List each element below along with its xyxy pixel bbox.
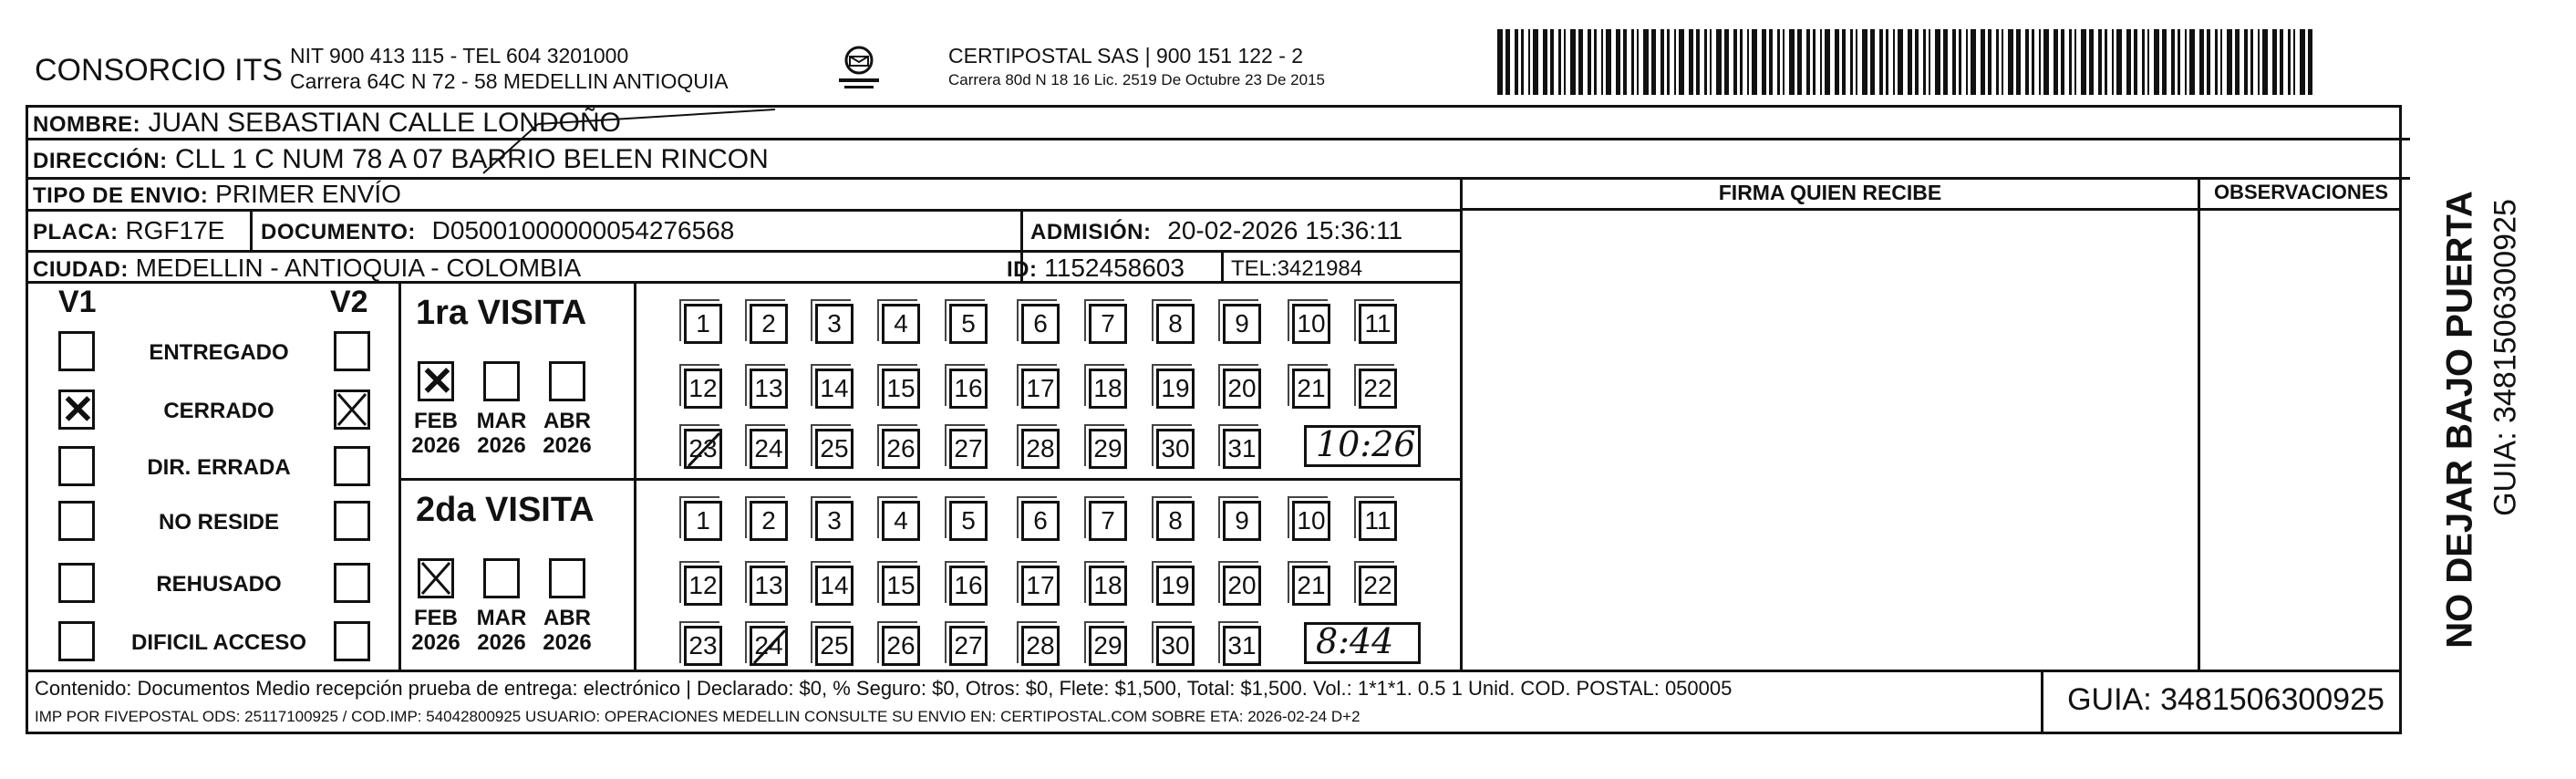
tipo-label: TIPO DE ENVIO:: [33, 183, 209, 208]
no-dejar-bajo-puerta: NO DEJAR BAJO PUERTA: [2439, 191, 2480, 649]
day-box[interactable]: 21: [1292, 566, 1330, 606]
day-box[interactable]: 11: [1359, 501, 1397, 541]
company-name: CONSORCIO ITS: [35, 53, 284, 88]
day-box[interactable]: 2: [750, 501, 788, 541]
barcode-bar: [1606, 29, 1611, 95]
status-label: REHUSADO: [156, 572, 282, 597]
barcode-bar: [1533, 29, 1538, 95]
day-box[interactable]: 26: [882, 429, 920, 469]
day-box[interactable]: 5: [949, 501, 988, 541]
barcode-bar: [1769, 29, 1773, 95]
barcode-bar: [1637, 29, 1639, 95]
day-box[interactable]: 4: [882, 501, 920, 541]
direccion-label: DIRECCIÓN:: [33, 149, 168, 173]
check-mark-icon: ✕: [61, 388, 95, 432]
barcode-bar: [2126, 29, 2131, 95]
certipostal-line-2: Carrera 80d N 18 16 Lic. 2519 De Octubre 23 De 2015: [948, 71, 1325, 88]
visit-title: 1ra VISITA: [416, 294, 587, 332]
day-box[interactable]: 10: [1292, 501, 1330, 541]
day-box[interactable]: 30: [1156, 626, 1195, 666]
v2-checkbox[interactable]: [334, 331, 370, 371]
barcode-bar: [2147, 29, 2149, 95]
barcode-bar: [1733, 29, 1737, 95]
day-box[interactable]: 23: [684, 626, 722, 666]
barcode-bar: [1797, 29, 1802, 95]
barcode-bar: [1588, 29, 1591, 95]
barcode-bar: [1825, 29, 1830, 95]
tipo-row: [33, 180, 401, 209]
v2-header: V2: [330, 285, 368, 319]
barcode-bar: [1660, 29, 1664, 95]
day-box[interactable]: 15: [882, 566, 920, 606]
month-checkbox[interactable]: [549, 558, 585, 598]
status-label: NO RESIDE: [158, 510, 280, 535]
barcode-bar: [2061, 29, 2064, 95]
barcode-bar: [2081, 29, 2086, 95]
barcode-bar: [1988, 29, 1991, 95]
month-label: ABR 2026: [543, 606, 592, 655]
month-label: FEB 2026: [411, 606, 460, 655]
day-box[interactable]: 29: [1089, 626, 1127, 666]
day-box[interactable]: 9: [1223, 501, 1261, 541]
day-box[interactable]: 12: [684, 566, 722, 606]
barcode-bar: [2272, 29, 2277, 95]
barcode-bar: [1616, 29, 1620, 95]
day-box[interactable]: 30: [1156, 429, 1195, 469]
v2-checkbox[interactable]: [334, 563, 370, 603]
v1-checkbox[interactable]: [58, 563, 95, 603]
tel-cell: [1231, 256, 1362, 282]
day-box[interactable]: 28: [1021, 429, 1060, 469]
admision-value: 20-02-2026 15:36:11: [1167, 216, 1403, 244]
day-box[interactable]: 1: [684, 501, 722, 541]
day-box[interactable]: 27: [949, 429, 988, 469]
v1-checkbox[interactable]: [58, 446, 95, 486]
v1-checkbox[interactable]: [58, 621, 95, 661]
barcode-bar: [2002, 29, 2003, 95]
certipostal-logo: [832, 42, 886, 97]
day-box[interactable]: 13: [750, 369, 788, 409]
month-checkbox[interactable]: [483, 558, 520, 598]
day-box[interactable]: 17: [1021, 369, 1060, 409]
direccion-value: CLL 1 C NUM 78 A 07 BARRIO BELEN RINCON: [175, 144, 769, 174]
side-guia: GUIA: 3481506300925: [2488, 199, 2523, 516]
barcode-bar: [1952, 29, 1956, 95]
firma-header: FIRMA QUIEN RECIBE: [1718, 181, 1942, 204]
barcode-bar: [1716, 29, 1722, 95]
barcode-bar: [1777, 29, 1780, 95]
barcode-bar: [2215, 29, 2218, 95]
barcode-bar: [1724, 29, 1729, 95]
barcode-bar: [2185, 29, 2187, 95]
barcode-bar: [1643, 29, 1649, 95]
barcode-bar: [2116, 29, 2122, 95]
barcode-bar: [1623, 29, 1627, 95]
v2-checkbox[interactable]: [334, 390, 370, 430]
barcode-bar: [1806, 29, 1810, 95]
barcode-bar: [2227, 29, 2232, 95]
day-box[interactable]: 16: [949, 369, 988, 409]
barcode-bar: [2300, 29, 2305, 95]
barcode-bar: [1550, 29, 1554, 95]
day-strike-icon: [752, 628, 787, 665]
barcode-bar: [1578, 29, 1583, 95]
barcode-bar: [1981, 29, 1985, 95]
barcode-bar: [1908, 29, 1912, 95]
v1-checkbox[interactable]: [58, 390, 95, 430]
month-checkbox[interactable]: [483, 361, 520, 401]
barcode-bar: [1971, 29, 1976, 95]
day-box[interactable]: 4: [882, 304, 920, 344]
documento-value: D05001000000054276568: [431, 216, 735, 244]
admision-label: ADMISIÓN:: [1030, 220, 1152, 244]
nit-line: NIT 900 413 115 - TEL 604 3201000: [290, 44, 629, 68]
barcode-bar: [2199, 29, 2204, 95]
barcode-bar: [2039, 29, 2041, 95]
barcode-bar: [1704, 29, 1707, 95]
v1-header: V1: [58, 285, 97, 319]
observaciones-area[interactable]: [2202, 212, 2401, 668]
barcode-bar: [1740, 29, 1743, 95]
check-mark-icon: ✕: [420, 359, 454, 404]
barcode-bar: [2220, 29, 2222, 95]
barcode-bar: [1558, 29, 1561, 95]
barcode-bar: [1752, 29, 1757, 95]
barcode-bar: [1679, 29, 1684, 95]
day-box[interactable]: 23: [684, 429, 722, 469]
barcode-bar: [2054, 29, 2058, 95]
month-label: FEB 2026: [411, 409, 460, 458]
tel-value: 3421984: [1277, 256, 1363, 281]
barcode-bar: [1528, 29, 1530, 95]
barcode-bar: [1601, 29, 1603, 95]
barcode-bar: [2258, 29, 2260, 95]
barcode-bar: [1966, 29, 1968, 95]
barcode-bar: [1696, 29, 1700, 95]
barcode-bar: [1515, 29, 1518, 95]
barcode: [1495, 29, 2316, 95]
v2-checkbox[interactable]: [334, 501, 370, 541]
day-box[interactable]: 29: [1089, 429, 1127, 469]
placa-label: PLACA:: [33, 220, 119, 244]
ciudad-label: CIUDAD:: [33, 257, 129, 282]
barcode-bar: [2008, 29, 2013, 95]
admision-cell: [1030, 216, 1402, 245]
day-box[interactable]: 8: [1156, 304, 1195, 344]
barcode-bar: [2069, 29, 2072, 95]
day-box[interactable]: 15: [882, 369, 920, 409]
day-box[interactable]: 25: [815, 626, 853, 666]
barcode-bar: [2043, 29, 2049, 95]
day-box[interactable]: 24: [750, 626, 788, 666]
visit-title: 2da VISITA: [416, 491, 595, 529]
barcode-bar: [2189, 29, 2195, 95]
month-checkbox[interactable]: [549, 361, 585, 401]
day-box[interactable]: 7: [1089, 304, 1127, 344]
status-label: DIFICIL ACCESO: [130, 630, 306, 655]
month-checkbox[interactable]: [418, 359, 454, 404]
ciudad-value: MEDELLIN - ANTIOQUIA - COLOMBIA: [135, 254, 582, 282]
barcode-bar: [2178, 29, 2180, 95]
tel-label: TEL:: [1231, 256, 1278, 281]
v1-checkbox[interactable]: [58, 501, 95, 541]
day-box[interactable]: 25: [815, 429, 853, 469]
day-box[interactable]: 22: [1359, 566, 1397, 606]
barcode-bar: [1943, 29, 1948, 95]
barcode-bar: [2293, 29, 2295, 95]
nombre-value: JUAN SEBASTIAN CALLE LONDOÑO: [148, 108, 621, 138]
contenido-line: Contenido: Documentos Medio recepción prueba de entrega: electrónico | Declarado: $0, % Seguro: $0, Otros: $0, Flete: $1,500, Total: $1,500. Vol.: 1*1*1. 0.5 1 Unid. COD. POSTAL: 050005: [35, 677, 1733, 700]
id-value: 1152458603: [1044, 254, 1185, 282]
barcode-bar: [1842, 29, 1846, 95]
day-box[interactable]: 5: [949, 304, 988, 344]
barcode-bar: [1564, 29, 1566, 95]
documento-cell: [261, 216, 734, 245]
status-label: CERRADO: [163, 399, 274, 423]
status-label: ENTREGADO: [149, 340, 289, 365]
barcode-bar: [1651, 29, 1656, 95]
barcode-bar: [1923, 29, 1926, 95]
day-box[interactable]: 17: [1021, 566, 1060, 606]
barcode-bar: [1850, 29, 1853, 95]
barcode-bar: [1915, 29, 1919, 95]
barcode-bar: [1879, 29, 1883, 95]
handwritten-time-box: [1304, 425, 1421, 467]
v1-checkbox[interactable]: [58, 331, 95, 371]
day-box[interactable]: 31: [1223, 429, 1261, 469]
placa-value: RGF17E: [125, 216, 225, 244]
barcode-bar: [2235, 29, 2240, 95]
barcode-bar: [2262, 29, 2268, 95]
barcode-bar: [2025, 29, 2029, 95]
day-box[interactable]: 27: [949, 626, 988, 666]
imp-line: IMP POR FIVEPOSTAL ODS: 25117100925 / COD.IMP: 54042800925 USUARIO: OPERACIONES MEDELLIN CONSULTE SU ENVIO EN: CERTIPOSTAL.COM SOBRE ETA: 2026-02-24 D+2: [35, 708, 1360, 725]
barcode-bar: [1710, 29, 1712, 95]
day-box[interactable]: 18: [1089, 369, 1127, 409]
tipo-value: PRIMER ENVÍO: [215, 180, 401, 208]
barcode-bar: [1856, 29, 1857, 95]
handwritten-time-box: [1304, 622, 1421, 664]
firma-area[interactable]: [1464, 212, 2196, 668]
barcode-bar: [1689, 29, 1693, 95]
day-box[interactable]: 24: [750, 429, 788, 469]
day-box[interactable]: 6: [1021, 304, 1060, 344]
barcode-bar: [2074, 29, 2076, 95]
barcode-bar: [2112, 29, 2114, 95]
observaciones-header: OBSERVACIONES: [2213, 181, 2389, 203]
barcode-bar: [2105, 29, 2107, 95]
ciudad-cell: [33, 254, 581, 283]
barcode-bar: [1870, 29, 1875, 95]
day-box[interactable]: 16: [949, 566, 988, 606]
check-mark-icon: [420, 561, 451, 596]
day-box[interactable]: 21: [1292, 369, 1330, 409]
barcode-bar: [2280, 29, 2283, 95]
barcode-bar: [2288, 29, 2291, 95]
day-box[interactable]: 2: [750, 304, 788, 344]
barcode-bar: [2207, 29, 2210, 95]
day-box[interactable]: 14: [815, 566, 853, 606]
day-box[interactable]: 20: [1223, 369, 1261, 409]
day-box[interactable]: 12: [684, 369, 722, 409]
day-box[interactable]: 7: [1089, 501, 1127, 541]
v2-checkbox[interactable]: [334, 621, 370, 661]
day-box[interactable]: 9: [1223, 304, 1261, 344]
barcode-bar: [2171, 29, 2175, 95]
barcode-bar: [1747, 29, 1749, 95]
envelope-logo-icon: [832, 42, 886, 97]
barcode-bar: [1762, 29, 1766, 95]
month-label: MAR 2026: [476, 606, 527, 655]
barcode-bar: [1783, 29, 1785, 95]
day-box[interactable]: 10: [1292, 304, 1330, 344]
barcode-bar: [1631, 29, 1634, 95]
day-box[interactable]: 11: [1359, 304, 1397, 344]
barcode-bar: [2134, 29, 2137, 95]
barcode-bar: [2308, 29, 2312, 95]
id-cell: [1007, 254, 1185, 283]
barcode-bar: [1505, 29, 1510, 95]
barcode-bar: [2032, 29, 2034, 95]
day-box[interactable]: 31: [1223, 626, 1261, 666]
barcode-bar: [2250, 29, 2253, 95]
month-checkbox[interactable]: [418, 558, 454, 598]
handwritten-time: 10:26: [1316, 424, 1416, 464]
barcode-bar: [2162, 29, 2167, 95]
barcode-bar: [1667, 29, 1670, 95]
day-strike-icon: [687, 431, 721, 468]
address-line: Carrera 64C N 72 - 58 MEDELLIN ANTIOQUIA: [290, 69, 729, 93]
barcode-bar: [2244, 29, 2248, 95]
barcode-bar: [1898, 29, 1903, 95]
barcode-bar: [2098, 29, 2102, 95]
day-box[interactable]: 26: [882, 626, 920, 666]
barcode-bar: [1789, 29, 1795, 95]
pen-strokes: [474, 108, 784, 181]
day-box[interactable]: 14: [815, 369, 853, 409]
barcode-bar: [1959, 29, 1961, 95]
day-box[interactable]: 3: [815, 501, 853, 541]
status-label: DIR. ERRADA: [147, 455, 291, 480]
barcode-bar: [1820, 29, 1822, 95]
day-box[interactable]: 6: [1021, 501, 1060, 541]
barcode-bar: [2142, 29, 2145, 95]
barcode-bar: [1594, 29, 1597, 95]
nombre-label: NOMBRE:: [33, 112, 141, 137]
day-box[interactable]: 20: [1223, 566, 1261, 606]
barcode-bar: [1543, 29, 1547, 95]
placa-cell: [33, 216, 224, 245]
day-box[interactable]: 18: [1089, 566, 1127, 606]
v2-checkbox[interactable]: [334, 446, 370, 486]
barcode-bar: [1886, 29, 1888, 95]
barcode-bar: [1996, 29, 1999, 95]
barcode-bar: [1674, 29, 1676, 95]
day-box[interactable]: 8: [1156, 501, 1195, 541]
barcode-bar: [1521, 29, 1524, 95]
check-mark-icon: [336, 392, 367, 427]
barcode-bar: [1570, 29, 1576, 95]
month-label: ABR 2026: [543, 409, 592, 458]
day-box[interactable]: 19: [1156, 566, 1195, 606]
guia-box: GUIA: 3481506300925: [2067, 682, 2385, 717]
id-label: ID:: [1007, 257, 1038, 282]
handwritten-time: 8:44: [1316, 621, 1394, 661]
day-box[interactable]: 13: [750, 566, 788, 606]
barcode-bar: [1935, 29, 1940, 95]
barcode-bar: [1835, 29, 1839, 95]
barcode-bar: [1813, 29, 1816, 95]
certipostal-line-1: CERTIPOSTAL SAS | 900 151 122 - 2: [948, 44, 1304, 68]
day-box[interactable]: 22: [1359, 369, 1397, 409]
barcode-bar: [2154, 29, 2159, 95]
day-box[interactable]: 19: [1156, 369, 1195, 409]
barcode-bar: [1929, 29, 1930, 95]
month-label: MAR 2026: [476, 409, 527, 458]
day-box[interactable]: 28: [1021, 626, 1060, 666]
barcode-bar: [2089, 29, 2094, 95]
barcode-bar: [1862, 29, 1867, 95]
documento-label: DOCUMENTO:: [261, 220, 416, 244]
day-box[interactable]: 1: [684, 304, 722, 344]
barcode-bar: [1893, 29, 1895, 95]
day-box[interactable]: 3: [815, 304, 853, 344]
barcode-bar: [2016, 29, 2021, 95]
barcode-bar: [1497, 29, 1503, 95]
